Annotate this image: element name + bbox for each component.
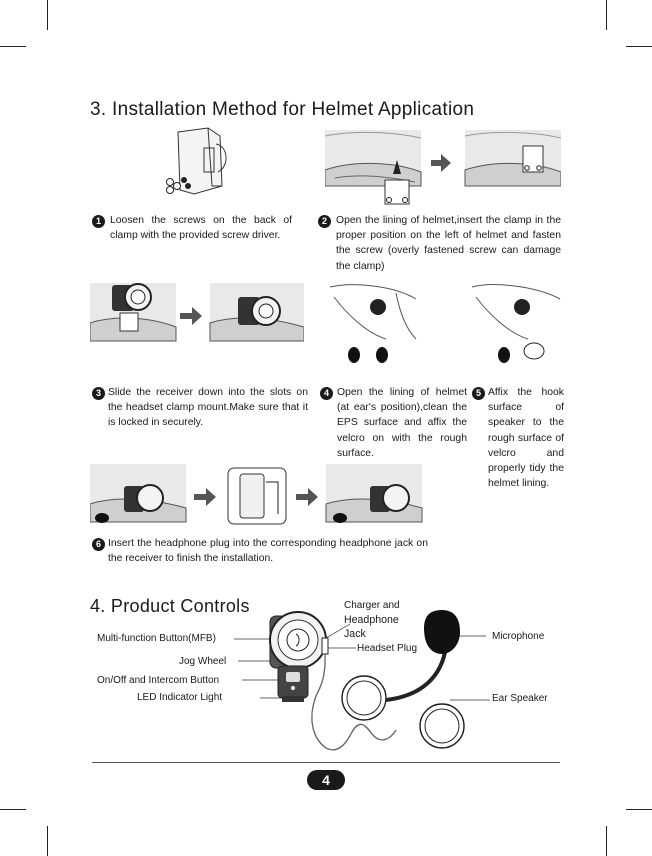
- label-microphone: Microphone: [492, 631, 545, 642]
- crop-mark: [606, 0, 607, 30]
- speaker-velcro-figure: [326, 283, 562, 365]
- label-onoff-intercom: On/Off and Intercom Button: [97, 675, 220, 686]
- crop-mark: [0, 809, 26, 810]
- receiver-mount-figure: [90, 283, 304, 343]
- section3-title: 3. Installation Method for Helmet Application: [90, 99, 475, 120]
- step-6-text: Insert the headphone plug into the corresponding headphone jack on the receiver to finish the installation.: [108, 538, 428, 565]
- step-number: 6: [92, 538, 105, 551]
- label-jog-wheel: Jog Wheel: [179, 656, 227, 667]
- crop-mark: [47, 0, 48, 30]
- label-headphone: Headphone: [344, 614, 399, 626]
- step-3-text: Slide the receiver down into the slots on the headset clamp mount.Make sure that it is locked in securely.: [108, 387, 308, 429]
- label-jack: Jack: [344, 628, 366, 640]
- label-mfb: Multi-function Button(MFB): [97, 633, 216, 644]
- label-headset-plug: Headset Plug: [357, 643, 418, 654]
- section4-title: 4. Product Controls: [90, 596, 250, 616]
- crop-mark: [626, 809, 652, 810]
- step-number: 2: [318, 215, 331, 228]
- step-number: 5: [472, 387, 485, 400]
- crop-mark: [606, 826, 607, 856]
- crop-mark: [0, 46, 26, 47]
- step-number: 1: [92, 215, 105, 228]
- label-charger: Charger and: [344, 600, 400, 611]
- step-2-text: Open the lining of helmet,insert the clamp in the proper position on the left of helmet and fasten the screw (overly fastened screw can damage the clamp): [336, 215, 561, 272]
- clamp-figure: [160, 124, 240, 200]
- crop-mark: [626, 46, 652, 47]
- step-1-text: Loosen the screws on the back of clamp with the provided screw driver.: [110, 215, 292, 242]
- plug-insert-figure: [90, 464, 464, 526]
- page-number: 4: [307, 770, 345, 790]
- step-number: 4: [320, 387, 333, 400]
- step-4-text: Open the lining of helmet (at ear's position),clean the EPS surface and affix the velcro on with the rough surface.: [337, 387, 467, 459]
- footer-rule: [92, 762, 560, 763]
- label-ear-speaker: Ear Speaker: [492, 693, 548, 704]
- step-number: 3: [92, 387, 105, 400]
- step-5-text: Affix the hook surface of speaker to the rough surface of velcro and properly tidy the helmet lining.: [488, 387, 564, 490]
- label-led: LED Indicator Light: [137, 692, 223, 703]
- helmet-clamp-figure: [325, 130, 561, 206]
- crop-mark: [47, 826, 48, 856]
